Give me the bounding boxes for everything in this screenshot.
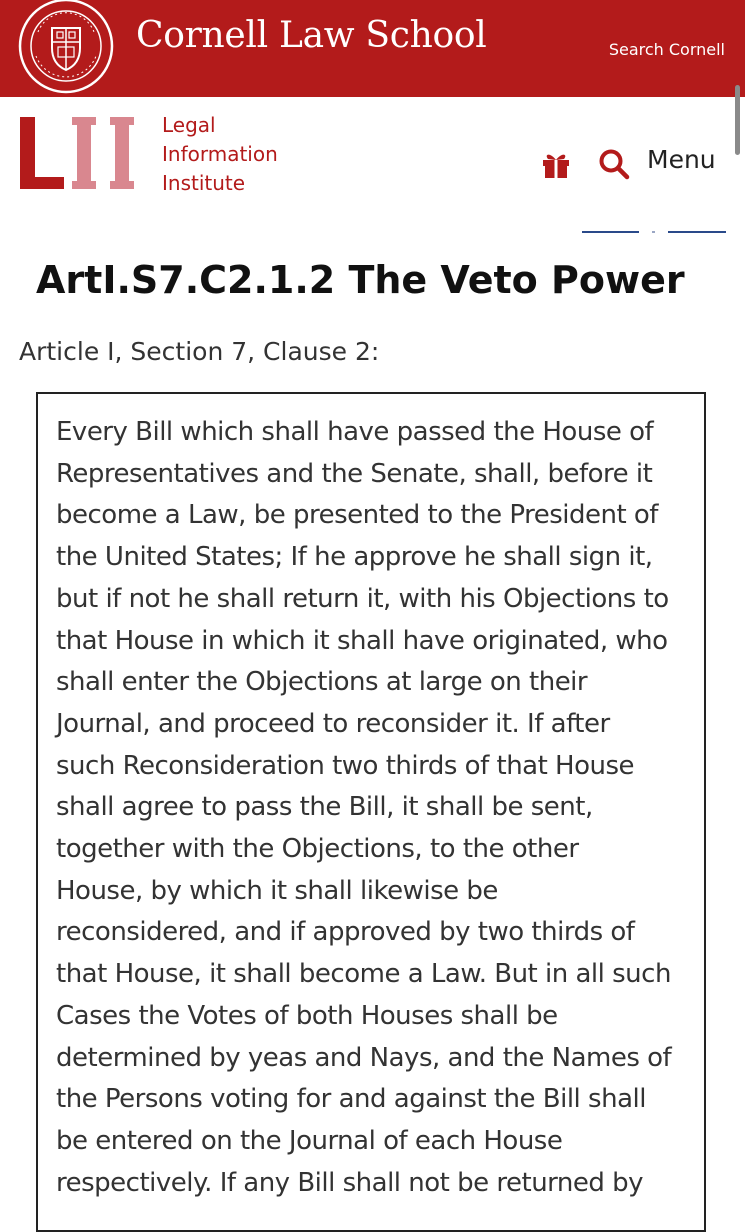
page-title: ArtI.S7.C2.1.2 The Veto Power [36,258,685,302]
clause-line: respectively. If any Bill shall not be returned by [56,1167,644,1198]
nav-underline-dot [652,231,655,233]
clause-line: Journal, and proceed to reconsider it. If after [56,708,610,739]
clause-text [56,412,696,1204]
lii-logo-icon[interactable] [18,115,138,193]
nav-underline [582,231,639,233]
clause-line: together with the Objections, to the other [56,834,579,865]
lii-name-line: Institute [162,171,246,195]
clause-line: Cases the Votes of both Houses shall be [56,1000,558,1031]
lii-name-line: Information [162,142,278,166]
clause-line: be entered on the Journal of each House [56,1125,563,1156]
clause-line: become a Law, be presented to the President of [56,500,658,531]
clause-line: the United States; If he approve he shall sign it, [56,542,653,573]
clause-line: the Persons voting for and against the Bill shall [56,1084,646,1115]
gift-icon[interactable] [540,148,572,180]
clause-line: that House in which it shall have originated, who [56,625,668,656]
clause-line: but if not he shall return it, with his Objections to [56,583,669,614]
clause-line: House, by which it shall likewise be [56,875,498,906]
clause-line: Every Bill which shall have passed the House of [56,417,654,447]
lii-name[interactable] [162,111,278,198]
cornell-law-school-title[interactable]: Cornell Law School [136,15,487,56]
clause-line: shall enter the Objections at large on their [56,667,588,698]
search-cornell-link[interactable]: Search Cornell [608,40,725,59]
search-icon[interactable] [597,147,631,181]
clause-line: reconsidered, and if approved by two thirds of [56,917,635,948]
lii-name-line: Legal [162,113,216,137]
scrollbar-thumb[interactable] [735,85,740,155]
nav-underline [668,231,726,233]
clause-text-box [36,392,706,1232]
cornell-seal-icon[interactable] [16,0,116,96]
article-reference: Article I, Section 7, Clause 2: [19,337,380,366]
clause-line: that House, it shall become a Law. But in all such [56,959,671,990]
cornell-header-bar [0,0,745,97]
clause-line: Representatives and the Senate, shall, before it [56,458,653,489]
clause-line: such Reconsideration two thirds of that House [56,750,635,781]
clause-line: shall agree to pass the Bill, it shall be sent, [56,792,593,823]
menu-button[interactable]: Menu [647,145,716,174]
clause-line: determined by yeas and Nays, and the Names of [56,1042,672,1073]
